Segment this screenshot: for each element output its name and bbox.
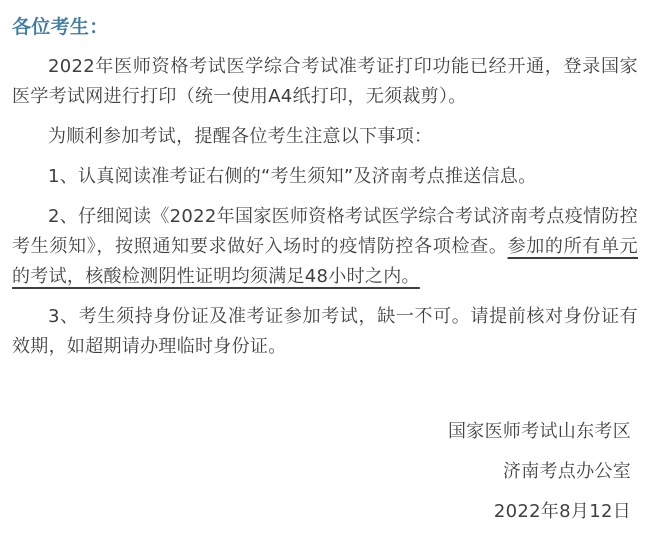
salutation-heading: 各位考生： bbox=[12, 16, 109, 38]
signature-organization: 国家医师考试山东考区 bbox=[448, 421, 631, 442]
notice-item-2-underlined-text: 参加的所有单元的考试，核酸检测阴性证明均须满足48小时之内。 bbox=[12, 236, 638, 287]
notice-item-2-text: 2、仔细阅读《2022年国家医师资格考试医学综合考试济南考点疫情防控考生须知》，按照通知要求做好入场时的疫情防控各项检查。 bbox=[12, 206, 638, 257]
signature-block bbox=[12, 417, 638, 527]
notice-item-3: 3、考生须持身份证及准考证参加考试，缺一不可。请提前核对身份证有效期，如超期请办理临时身份证。 bbox=[12, 306, 638, 357]
paragraph-reminder-intro: 为顺利参加考试，提醒各位考生注意以下事项： bbox=[48, 126, 433, 147]
notice-item-2 bbox=[12, 202, 638, 292]
signature-office: 济南考点办公室 bbox=[502, 461, 631, 482]
signature-date: 2022年8月12日 bbox=[493, 501, 631, 522]
paragraph-ticket-printing: 2022年医师资格考试医学综合考试准考证打印功能已经开通，登录国家医学考试网进行打印（统一使用A4纸打印，无须裁剪）。 bbox=[12, 56, 638, 107]
notice-item-1: 1、认真阅读准考证右侧的“考生须知”及济南考点推送信息。 bbox=[48, 166, 537, 187]
